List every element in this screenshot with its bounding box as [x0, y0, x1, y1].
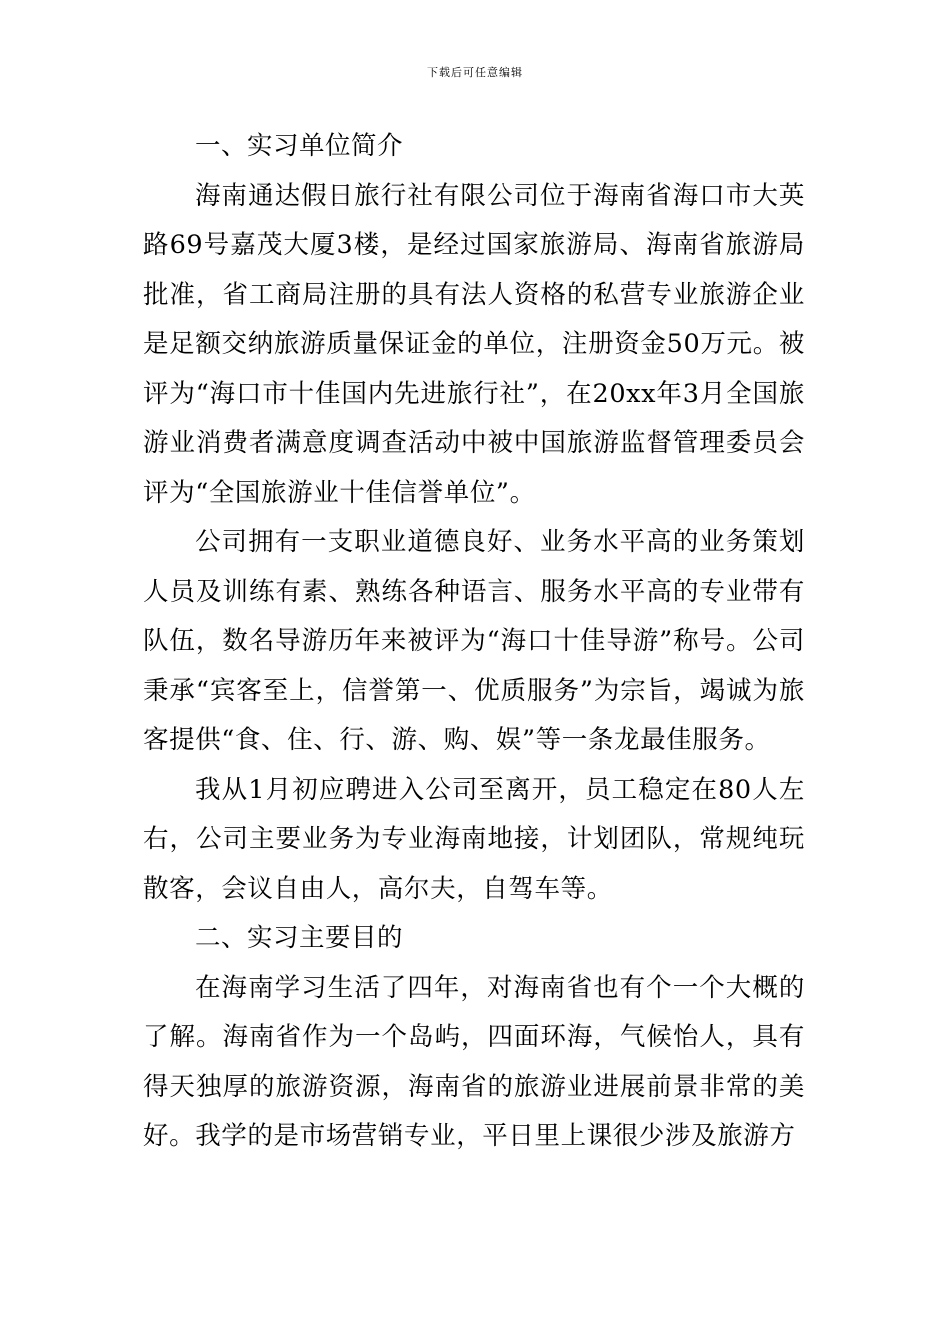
page-header-note: 下载后可任意编辑: [427, 66, 523, 79]
section-heading-internship-purpose: 二、实习主要目的: [195, 923, 404, 953]
paragraph-company-location: 海南通达假日旅行社有限公司位于海南省海口市大英路69号嘉茂大厦3楼，是经过国家旅游局、海南省旅游局批准，省工商局注册的具有法人资格的私营专业旅游企业是足额交纳旅游质量保证金的单位，注册资金50万元。被评为“海口市十佳国内先进旅行社”，在20xx年3月全国旅游业消费者满意度调查活动中被中国旅游监督管理委员会评为“全国旅游业十佳信誉单位”。: [143, 180, 805, 508]
paragraph-internship-purpose: 在海南学习生活了四年，对海南省也有个一个大概的了解。海南省作为一个岛屿，四面环海，气候怡人，具有得天独厚的旅游资源，海南省的旅游业进展前景非常的美好。我学的是市场营销专业，平日里上课很少涉及旅游方: [143, 972, 805, 1151]
document-body: [143, 122, 805, 1162]
section-heading-company-intro: 一、实习单位简介: [195, 131, 404, 161]
paragraph-company-business: 我从1月初应聘进入公司至离开，员工稳定在80人左右，公司主要业务为专业海南地接，计划团队，常规纯玩散客，会议自由人，高尔夫，自驾车等。: [143, 774, 805, 904]
paragraph-company-staff: 公司拥有一支职业道德良好、业务水平高的业务策划人员及训练有素、熟练各种语言、服务水平高的专业带有队伍，数名导游历年来被评为“海口十佳导游”称号。公司秉承“宾客至上，信誉第一、优质服务”为宗旨，竭诚为旅客提供“食、住、行、游、购、娱”等一条龙最佳服务。: [143, 527, 805, 755]
